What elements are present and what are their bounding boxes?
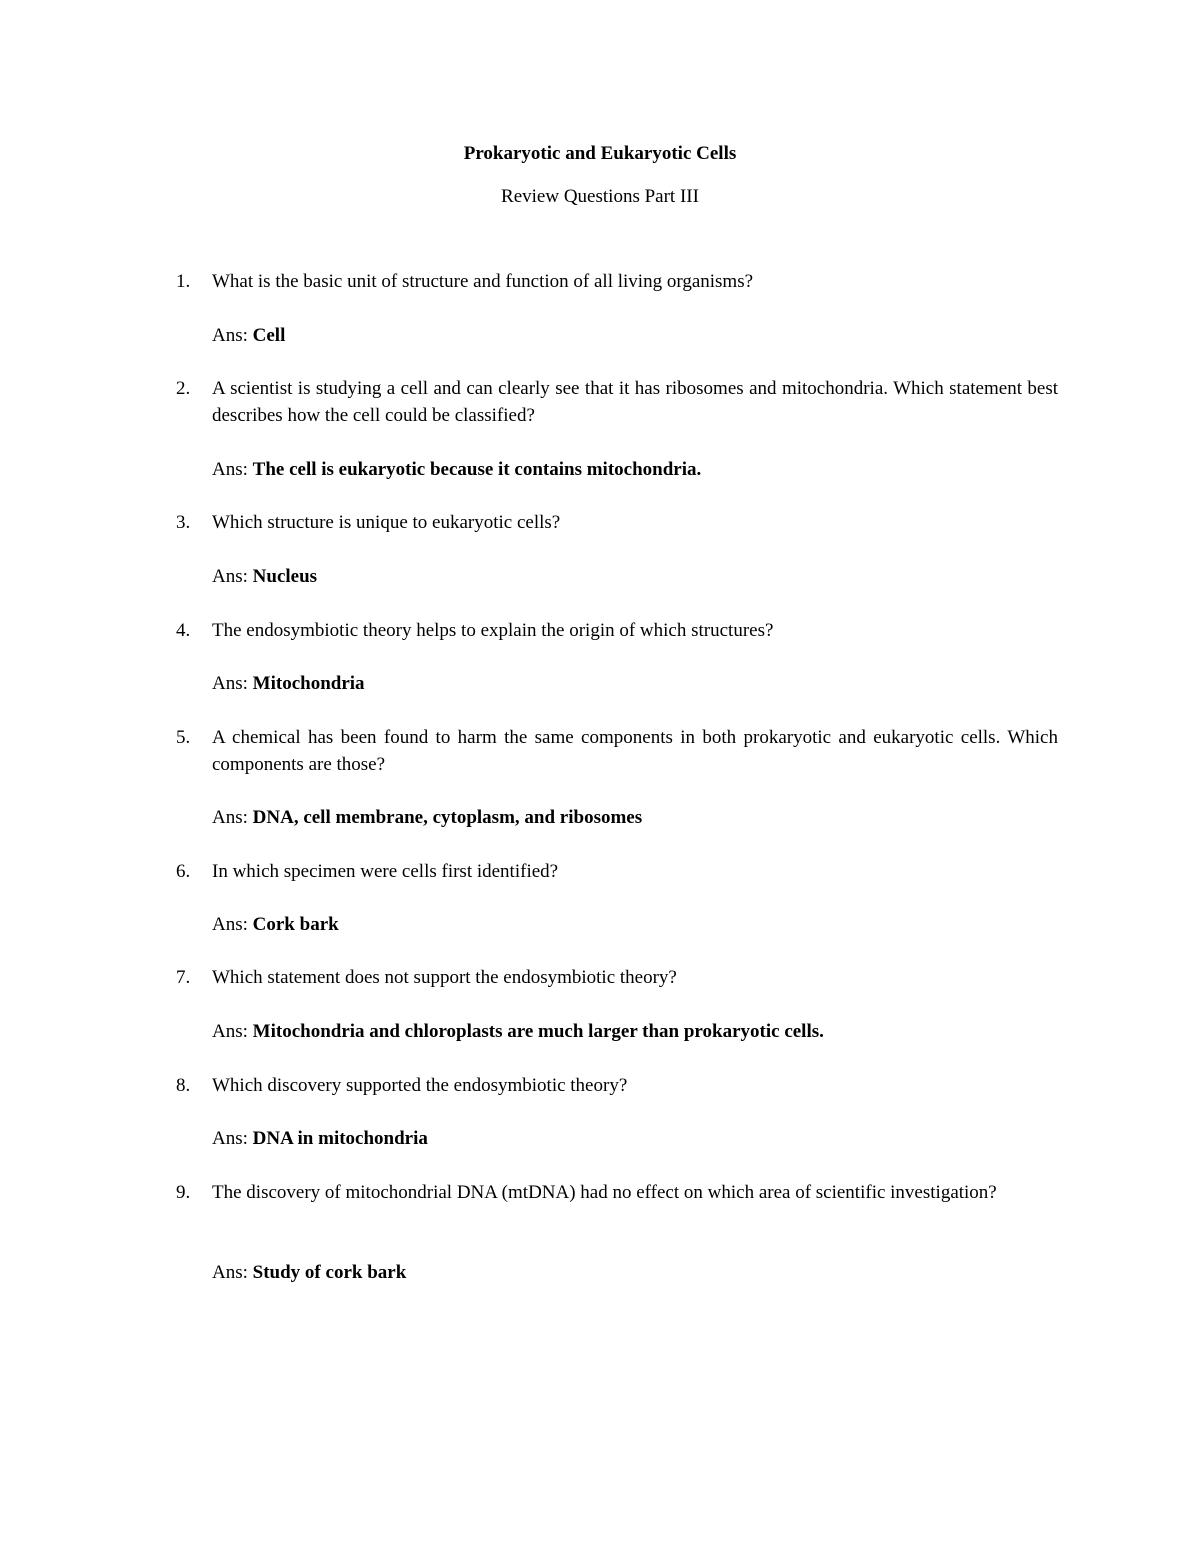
document-subtitle: Review Questions Part III (501, 186, 699, 207)
question-text: Which statement does not support the endosymbiotic theory? (212, 967, 677, 988)
question-text: A chemical has been found to harm the same components in both prokaryotic and eukaryotic cells. Which components are those? (212, 727, 1058, 775)
answer-text: Mitochondria (252, 673, 365, 694)
answer-prefix: Ans: (212, 325, 248, 346)
answer-prefix: Ans: (212, 1021, 248, 1042)
question-text: The endosymbiotic theory helps to explain the origin of which structures? (212, 620, 774, 641)
question-9 (176, 1179, 1058, 1206)
answer-text: Cork bark (252, 914, 339, 935)
answer-text: Study of cork bark (252, 1262, 407, 1283)
question-1 (176, 268, 1058, 295)
answer-3 (212, 563, 1058, 590)
answer-text: The cell is eukaryotic because it contains mitochondria. (252, 459, 702, 480)
answer-2 (212, 456, 1058, 483)
answer-prefix: Ans: (212, 1262, 248, 1283)
question-text: In which specimen were cells first identified? (212, 861, 559, 882)
answer-7 (212, 1018, 1058, 1045)
question-number: 1. (176, 271, 191, 292)
answer-prefix: Ans: (212, 673, 248, 694)
question-number: 7. (176, 967, 191, 988)
answer-5 (212, 804, 1058, 831)
answer-prefix: Ans: (212, 807, 248, 828)
question-text: Which discovery supported the endosymbiotic theory? (212, 1075, 628, 1096)
answer-prefix: Ans: (212, 566, 248, 587)
question-2 (176, 375, 1058, 429)
question-4 (176, 617, 1058, 644)
question-6 (176, 858, 1058, 885)
answer-4 (212, 670, 1058, 697)
question-text: What is the basic unit of structure and function of all living organisms? (212, 271, 754, 292)
question-text: Which structure is unique to eukaryotic cells? (212, 512, 561, 533)
question-number: 2. (176, 378, 191, 399)
answer-9 (212, 1259, 1058, 1286)
question-number: 8. (176, 1075, 191, 1096)
question-3 (176, 509, 1058, 536)
answer-prefix: Ans: (212, 914, 248, 935)
answer-text: DNA, cell membrane, cytoplasm, and ribosomes (252, 807, 643, 828)
question-text: A scientist is studying a cell and can clearly see that it has ribosomes and mitochondria. Which statement best describes how the cell could be classified? (212, 378, 1058, 426)
question-number: 6. (176, 861, 191, 882)
question-number: 3. (176, 512, 191, 533)
answer-prefix: Ans: (212, 1128, 248, 1149)
question-number: 4. (176, 620, 191, 641)
answer-text: Cell (252, 325, 286, 346)
answer-text: Nucleus (252, 566, 318, 587)
answer-text: DNA in mitochondria (252, 1128, 428, 1149)
answer-text: Mitochondria and chloroplasts are much larger than prokaryotic cells. (252, 1021, 824, 1042)
answer-8 (212, 1125, 1058, 1152)
question-number: 5. (176, 727, 191, 748)
document-title: Prokaryotic and Eukaryotic Cells (463, 143, 737, 164)
question-7 (176, 964, 1058, 991)
question-number: 9. (176, 1182, 191, 1203)
question-5 (176, 724, 1058, 778)
question-8 (176, 1072, 1058, 1099)
answer-1 (212, 322, 1058, 349)
answer-6 (212, 911, 1058, 938)
answer-prefix: Ans: (212, 459, 248, 480)
question-text: The discovery of mitochondrial DNA (mtDNA) had no effect on which area of scientific investigation? (212, 1182, 997, 1203)
